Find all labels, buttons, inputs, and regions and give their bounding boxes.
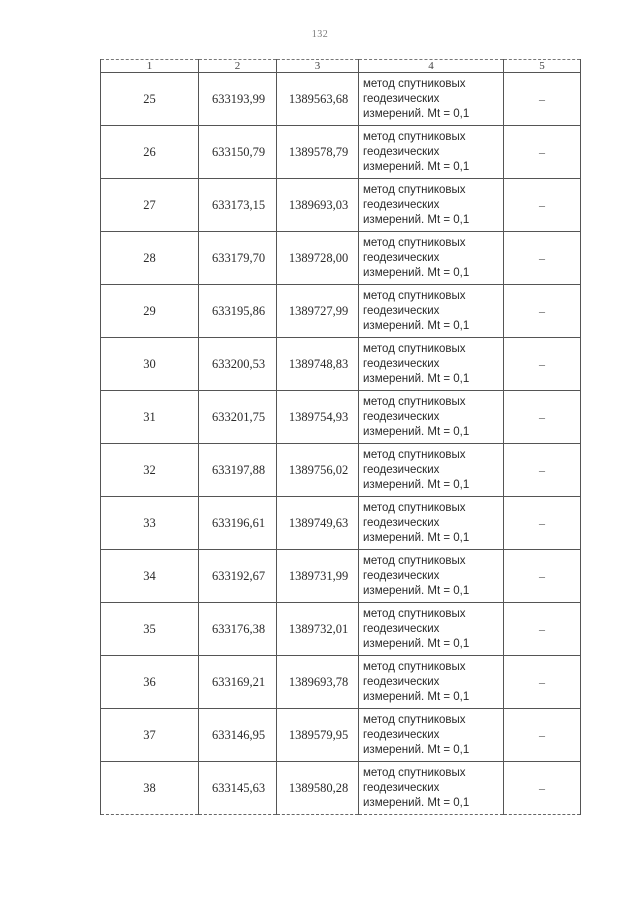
point-number-cell: 29 — [101, 285, 199, 338]
method-cell — [359, 338, 504, 391]
description-cell: – — [504, 550, 581, 603]
method-cell — [359, 444, 504, 497]
method-line: измерений. Mt = 0,1 — [363, 796, 470, 809]
description-cell: – — [504, 656, 581, 709]
method-line: метод спутниковых — [363, 130, 466, 143]
method-line: измерений. Mt = 0,1 — [363, 637, 470, 650]
x-coordinate-cell: 633179,70 — [199, 232, 277, 285]
point-number-cell: 36 — [101, 656, 199, 709]
y-coordinate-cell: 1389563,68 — [277, 73, 359, 126]
method-line: геодезических — [363, 145, 440, 158]
method-cell — [359, 603, 504, 656]
y-coordinate-cell: 1389693,03 — [277, 179, 359, 232]
method-line: геодезических — [363, 675, 440, 688]
method-cell — [359, 73, 504, 126]
description-cell: – — [504, 338, 581, 391]
method-cell — [359, 285, 504, 338]
point-number-cell: 27 — [101, 179, 199, 232]
method-line: геодезических — [363, 516, 440, 529]
x-coordinate-cell: 633200,53 — [199, 338, 277, 391]
method-line: измерений. Mt = 0,1 — [363, 319, 470, 332]
column-header: 5 — [504, 60, 581, 73]
method-cell — [359, 762, 504, 815]
method-line: измерений. Mt = 0,1 — [363, 160, 470, 173]
method-line: метод спутниковых — [363, 766, 466, 779]
method-cell — [359, 232, 504, 285]
method-line: геодезических — [363, 622, 440, 635]
method-line: геодезических — [363, 728, 440, 741]
method-line: геодезических — [363, 92, 440, 105]
method-cell — [359, 179, 504, 232]
point-number-cell: 37 — [101, 709, 199, 762]
method-line: геодезических — [363, 198, 440, 211]
table-header-row — [101, 60, 581, 73]
description-cell: – — [504, 603, 581, 656]
method-line: измерений. Mt = 0,1 — [363, 266, 470, 279]
y-coordinate-cell: 1389580,28 — [277, 762, 359, 815]
point-number-cell: 35 — [101, 603, 199, 656]
method-line: метод спутниковых — [363, 395, 466, 408]
table-row — [101, 285, 581, 338]
x-coordinate-cell: 633146,95 — [199, 709, 277, 762]
method-line: измерений. Mt = 0,1 — [363, 107, 470, 120]
table-row — [101, 656, 581, 709]
y-coordinate-cell: 1389754,93 — [277, 391, 359, 444]
method-line: метод спутниковых — [363, 342, 466, 355]
table-row — [101, 709, 581, 762]
method-line: измерений. Mt = 0,1 — [363, 743, 470, 756]
method-line: геодезических — [363, 569, 440, 582]
method-line: метод спутниковых — [363, 236, 466, 249]
x-coordinate-cell: 633197,88 — [199, 444, 277, 497]
y-coordinate-cell: 1389731,99 — [277, 550, 359, 603]
method-line: геодезических — [363, 410, 440, 423]
method-line: метод спутниковых — [363, 289, 466, 302]
x-coordinate-cell: 633176,38 — [199, 603, 277, 656]
point-number-cell: 26 — [101, 126, 199, 179]
description-cell: – — [504, 391, 581, 444]
method-line: измерений. Mt = 0,1 — [363, 372, 470, 385]
method-line: метод спутниковых — [363, 448, 466, 461]
table-row — [101, 179, 581, 232]
x-coordinate-cell: 633145,63 — [199, 762, 277, 815]
page-number: 132 — [311, 29, 329, 40]
method-cell — [359, 550, 504, 603]
x-coordinate-cell: 633195,86 — [199, 285, 277, 338]
description-cell: – — [504, 232, 581, 285]
x-coordinate-cell: 633201,75 — [199, 391, 277, 444]
y-coordinate-cell: 1389727,99 — [277, 285, 359, 338]
table-row — [101, 497, 581, 550]
column-header: 2 — [199, 60, 277, 73]
method-line: метод спутниковых — [363, 554, 466, 567]
x-coordinate-cell: 633193,99 — [199, 73, 277, 126]
method-line: геодезических — [363, 463, 440, 476]
x-coordinate-cell: 633173,15 — [199, 179, 277, 232]
description-cell: – — [504, 762, 581, 815]
table-row — [101, 126, 581, 179]
y-coordinate-cell: 1389749,63 — [277, 497, 359, 550]
point-number-cell: 28 — [101, 232, 199, 285]
method-line: метод спутниковых — [363, 713, 466, 726]
description-cell: – — [504, 709, 581, 762]
table-row — [101, 444, 581, 497]
method-line: измерений. Mt = 0,1 — [363, 690, 470, 703]
y-coordinate-cell: 1389693,78 — [277, 656, 359, 709]
method-line: метод спутниковых — [363, 660, 466, 673]
table-row — [101, 73, 581, 126]
method-cell — [359, 709, 504, 762]
method-line: метод спутниковых — [363, 77, 466, 90]
table-row — [101, 232, 581, 285]
x-coordinate-cell: 633150,79 — [199, 126, 277, 179]
y-coordinate-cell: 1389578,79 — [277, 126, 359, 179]
method-line: измерений. Mt = 0,1 — [363, 478, 470, 491]
table-row — [101, 603, 581, 656]
description-cell: – — [504, 444, 581, 497]
method-line: измерений. Mt = 0,1 — [363, 584, 470, 597]
method-cell — [359, 656, 504, 709]
method-cell — [359, 391, 504, 444]
point-number-cell: 30 — [101, 338, 199, 391]
coordinates-table — [100, 59, 581, 815]
method-line: геодезических — [363, 304, 440, 317]
y-coordinate-cell: 1389732,01 — [277, 603, 359, 656]
x-coordinate-cell: 633196,61 — [199, 497, 277, 550]
x-coordinate-cell: 633169,21 — [199, 656, 277, 709]
method-line: измерений. Mt = 0,1 — [363, 425, 470, 438]
table-row — [101, 391, 581, 444]
table-row — [101, 550, 581, 603]
column-header: 3 — [277, 60, 359, 73]
point-number-cell: 31 — [101, 391, 199, 444]
point-number-cell: 33 — [101, 497, 199, 550]
coordinates-table-container — [100, 59, 580, 815]
y-coordinate-cell: 1389748,83 — [277, 338, 359, 391]
point-number-cell: 34 — [101, 550, 199, 603]
y-coordinate-cell: 1389756,02 — [277, 444, 359, 497]
description-cell: – — [504, 285, 581, 338]
x-coordinate-cell: 633192,67 — [199, 550, 277, 603]
point-number-cell: 32 — [101, 444, 199, 497]
description-cell: – — [504, 126, 581, 179]
method-cell — [359, 497, 504, 550]
method-line: метод спутниковых — [363, 501, 466, 514]
method-line: геодезических — [363, 781, 440, 794]
table-body — [101, 73, 581, 815]
method-line: геодезических — [363, 357, 440, 370]
point-number-cell: 25 — [101, 73, 199, 126]
y-coordinate-cell: 1389579,95 — [277, 709, 359, 762]
method-line: метод спутниковых — [363, 607, 466, 620]
column-header: 1 — [101, 60, 199, 73]
description-cell: – — [504, 179, 581, 232]
table-row — [101, 762, 581, 815]
description-cell: – — [504, 497, 581, 550]
column-header: 4 — [359, 60, 504, 73]
method-line: геодезических — [363, 251, 440, 264]
description-cell: – — [504, 73, 581, 126]
method-line: измерений. Mt = 0,1 — [363, 531, 470, 544]
method-line: метод спутниковых — [363, 183, 466, 196]
point-number-cell: 38 — [101, 762, 199, 815]
table-row — [101, 338, 581, 391]
method-line: измерений. Mt = 0,1 — [363, 213, 470, 226]
y-coordinate-cell: 1389728,00 — [277, 232, 359, 285]
method-cell — [359, 126, 504, 179]
